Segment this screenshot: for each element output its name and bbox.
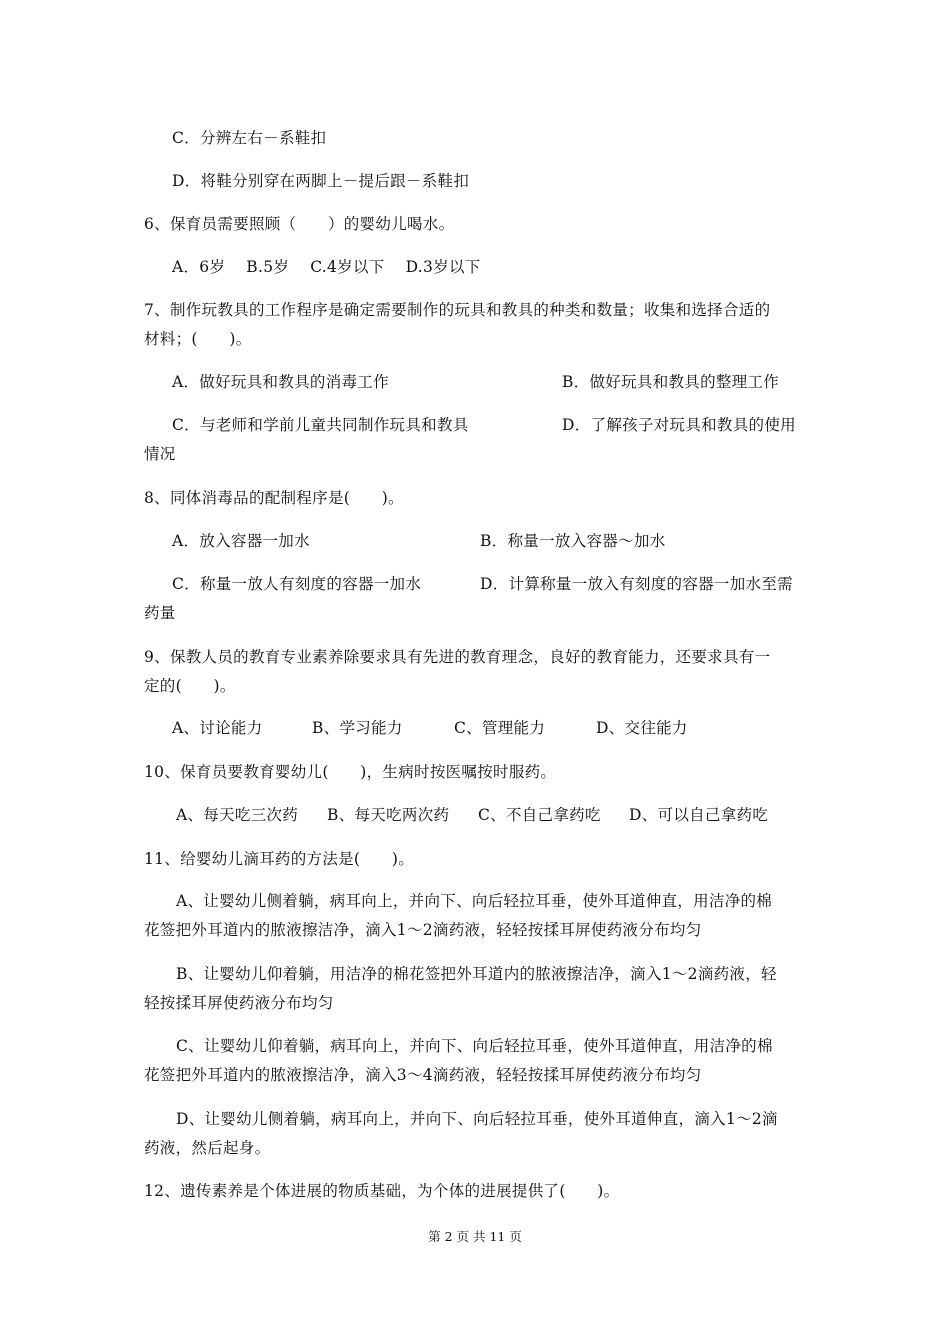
q11-stem: 11、给婴幼儿滴耳药的方法是( )。 — [144, 850, 415, 868]
q7-option-a: A．做好玩具和教具的消毒工作 — [172, 373, 389, 391]
q11-option-a-line-2: 花签把外耳道内的脓液擦洁净，滴入1～2滴药液，轻轻按揉耳屏使药液分布均匀 — [144, 921, 702, 939]
q7-option-b: B．做好玩具和教具的整理工作 — [562, 373, 780, 391]
q8-option-d: D．计算称量一放入有刻度的容器一加水至需 — [480, 575, 793, 593]
q11-option-d-line-2: 药液，然后起身。 — [144, 1139, 271, 1157]
q10-option-b: B、每天吃两次药 — [327, 806, 450, 824]
q9-option-b: B、学习能力 — [312, 719, 403, 737]
q10-option-a: A、每天吃三次药 — [176, 806, 299, 824]
q6-options: A．6岁 B.5岁 C.4岁以下 D.3岁以下 — [172, 258, 481, 276]
q8-stem: 8、同体消毒品的配制程序是( )。 — [144, 489, 404, 507]
q11-option-b-line-1: B、让婴幼儿仰着躺，用洁净的棉花签把外耳道内的脓液擦洁净，滴入1～2滴药液，轻 — [176, 965, 777, 983]
q11-option-c-line-2: 花签把外耳道内的脓液擦洁净，滴入3～4滴药液，轻轻按揉耳屏使药液分布均匀 — [144, 1066, 702, 1084]
q6-stem: 6、保育员需要照顾（ ）的婴幼儿喝水。 — [144, 215, 455, 233]
q11-option-a-line-1: A、让婴幼儿侧着躺，病耳向上，并向下、向后轻拉耳垂，使外耳道伸直，用洁净的棉 — [176, 892, 773, 910]
q7-stem-line-2: 材料；( )。 — [144, 330, 252, 348]
q7-option-c: C．与老师和学前儿童共同制作玩具和教具 — [172, 416, 469, 434]
q10-stem: 10、保育员要教育婴幼儿( )，生病时按医嘱按时服药。 — [144, 763, 557, 781]
q7-stem-line-1: 7、制作玩教具的工作程序是确定需要制作的玩具和教具的种类和数量；收集和选择合适的 — [144, 301, 771, 319]
q11-option-d-line-1: D、让婴幼儿侧着躺，病耳向上，并向下、向后轻拉耳垂，使外耳道伸直，滴入1～2滴 — [176, 1110, 778, 1128]
q9-option-d: D、交往能力 — [596, 719, 688, 737]
q7-option-d: D．了解孩子对玩具和教具的使用 — [562, 416, 796, 434]
q5-option-d: D．将鞋分别穿在两脚上－提后跟－系鞋扣 — [172, 172, 470, 190]
q9-stem-line-2: 定的( )。 — [144, 677, 236, 695]
q8-option-d-continued: 药量 — [144, 604, 176, 622]
q8-option-c: C．称量一放人有刻度的容器一加水 — [172, 575, 422, 593]
q10-option-c: C、不自己拿药吃 — [478, 806, 601, 824]
q5-option-c: C．分辨左右－系鞋扣 — [172, 129, 327, 147]
page-footer: 第 2 页 共 11 页 — [428, 1229, 522, 1244]
q10-option-d: D、可以自己拿药吃 — [629, 806, 769, 824]
q7-option-d-continued: 情况 — [144, 445, 176, 463]
q8-option-a: A．放入容器一加水 — [172, 532, 310, 550]
q12-stem: 12、遗传素养是个体进展的物质基础，为个体的进展提供了( )。 — [144, 1182, 620, 1200]
q11-option-c-line-1: C、让婴幼儿仰着躺，病耳向上，并向下、向后轻拉耳垂，使外耳道伸直，用洁净的棉 — [176, 1037, 773, 1055]
q8-option-b: B．称量一放入容器～加水 — [480, 532, 666, 550]
q11-option-b-line-2: 轻按揉耳屏使药液分布均匀 — [144, 994, 334, 1012]
q9-stem-line-1: 9、保教人员的教育专业素养除要求具有先进的教育理念，良好的教育能力，还要求具有一 — [144, 648, 771, 666]
q9-option-a: A、讨论能力 — [172, 719, 263, 737]
q9-option-c: C、管理能力 — [454, 719, 546, 737]
